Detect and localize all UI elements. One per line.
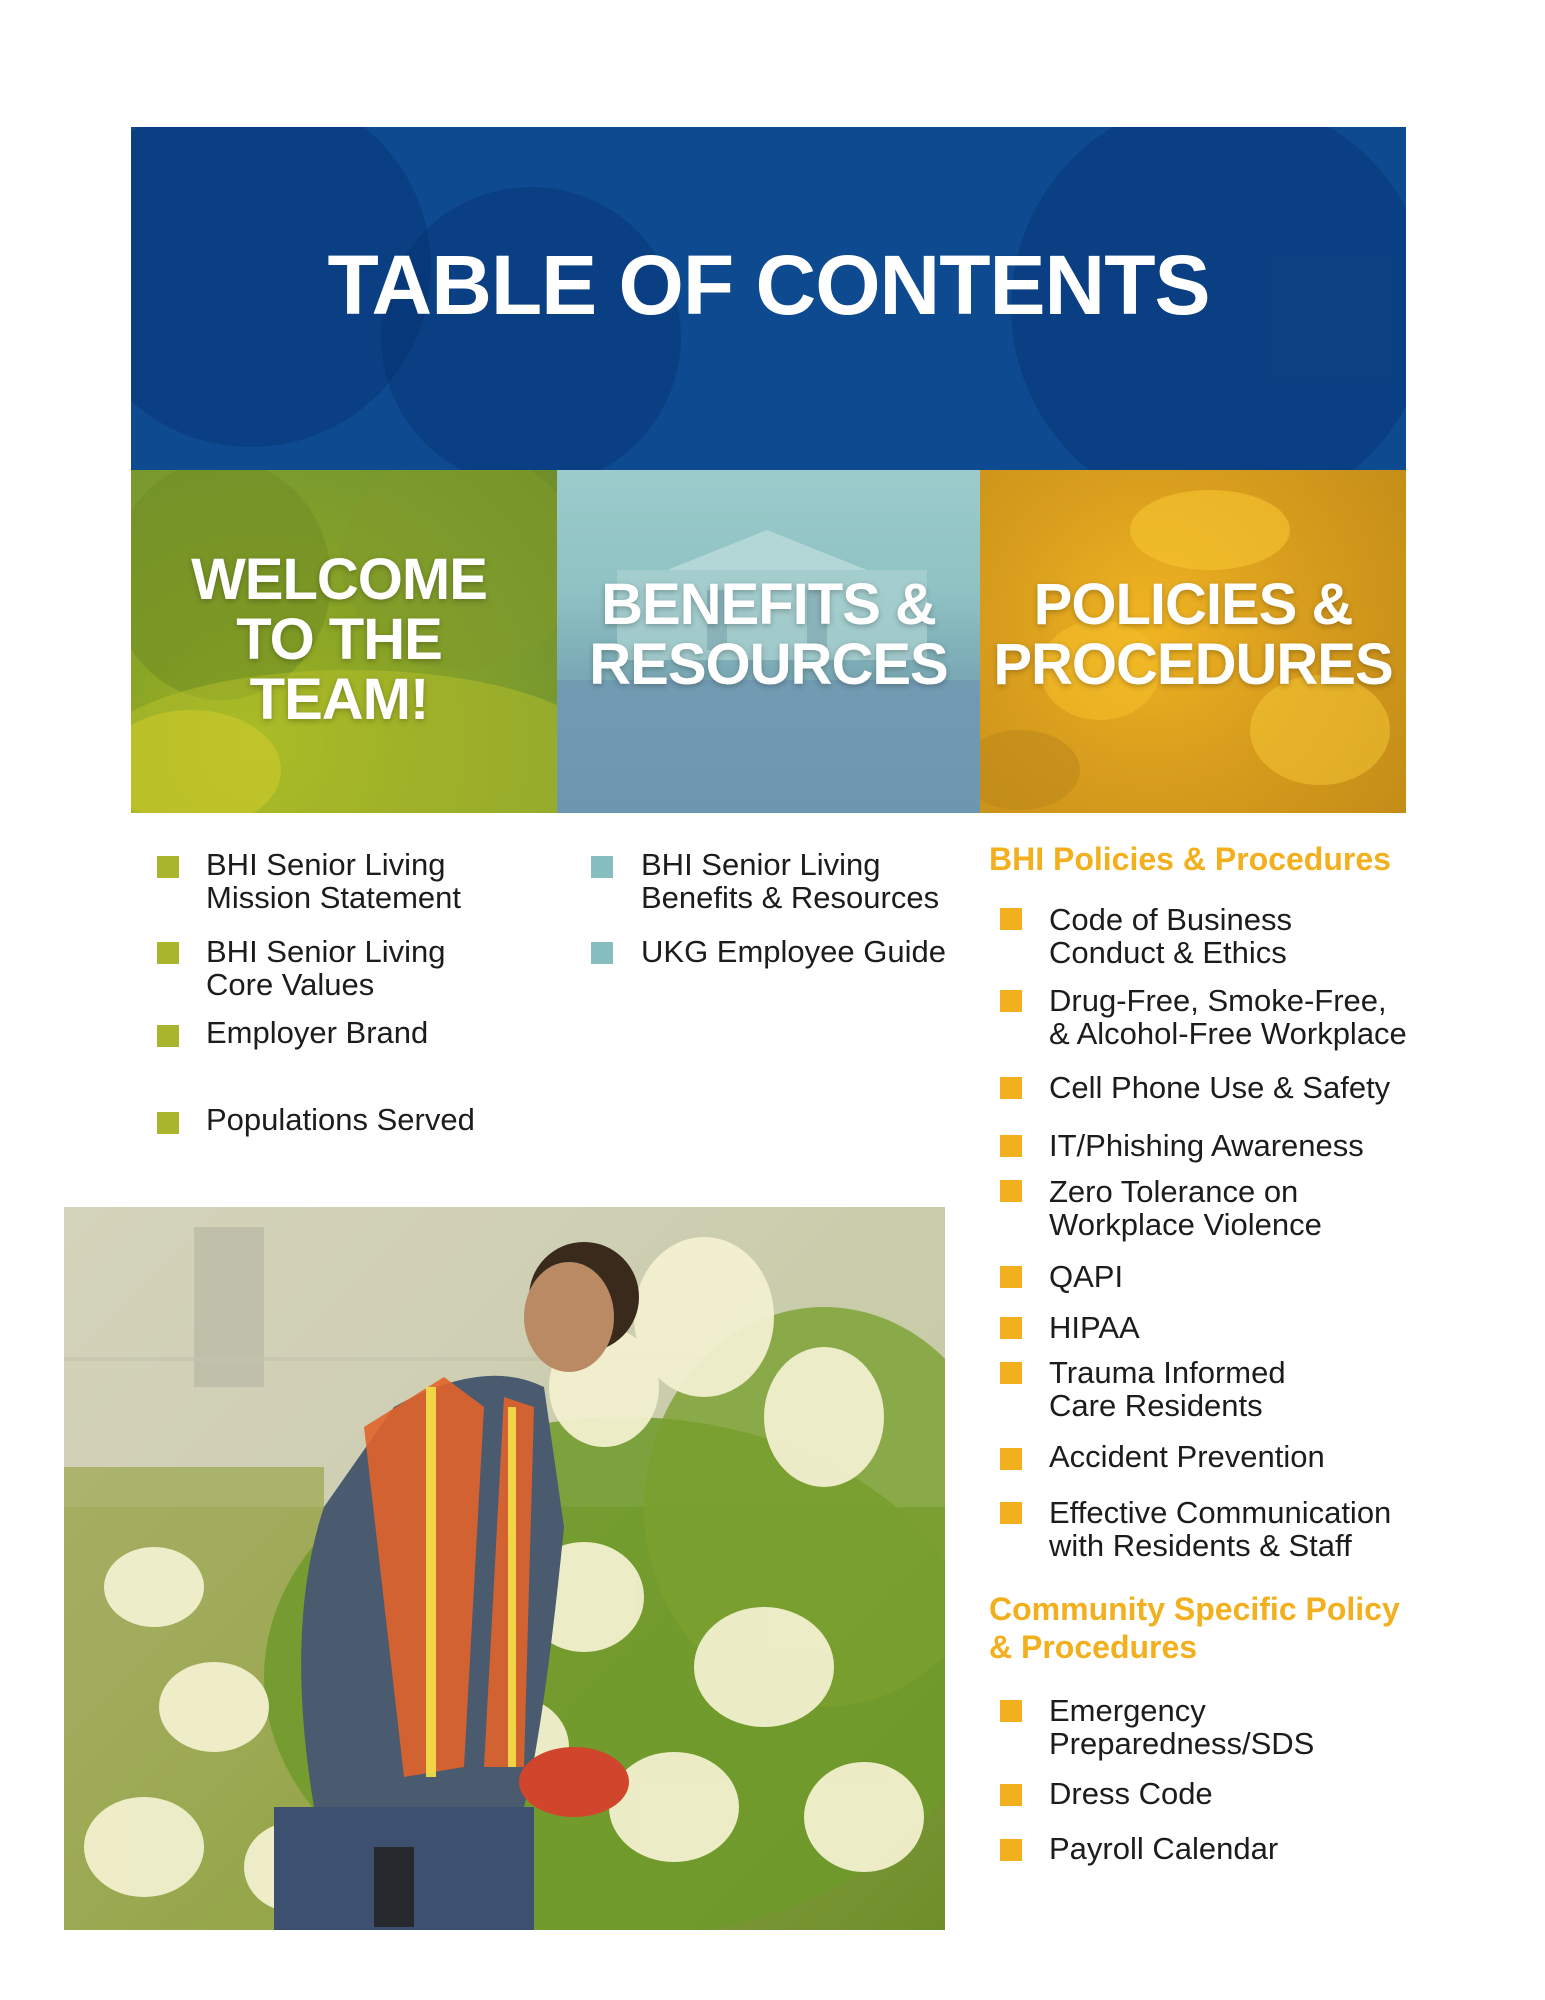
square-bullet-icon bbox=[1000, 1784, 1022, 1806]
list-item[interactable]: Drug-Free, Smoke-Free, & Alcohol-Free Workplace bbox=[1049, 983, 1407, 1051]
square-bullet-icon bbox=[1000, 1077, 1022, 1099]
tile-welcome-label: WELCOME TO THE TEAM! bbox=[191, 547, 487, 732]
policies-heading: BHI Policies & Procedures bbox=[989, 841, 1391, 877]
list-item[interactable]: Cell Phone Use & Safety bbox=[1049, 1070, 1391, 1105]
list-item[interactable]: QAPI bbox=[1049, 1259, 1124, 1294]
square-bullet-icon bbox=[1000, 1180, 1022, 1202]
tile-benefits-label: BENEFITS & RESOURCES bbox=[589, 572, 948, 697]
gardener-photo bbox=[64, 1207, 945, 1930]
square-bullet-icon bbox=[1000, 1362, 1022, 1384]
square-bullet-icon bbox=[157, 1025, 179, 1047]
square-bullet-icon bbox=[591, 856, 613, 878]
square-bullet-icon bbox=[1000, 1135, 1022, 1157]
square-bullet-icon bbox=[591, 942, 613, 964]
tile-policies-label: POLICIES & PROCEDURES bbox=[993, 572, 1393, 697]
list-item[interactable]: BHI Senior Living Core Values bbox=[206, 934, 446, 1002]
list-item[interactable]: Trauma Informed Care Residents bbox=[1049, 1355, 1286, 1423]
list-item[interactable]: Payroll Calendar bbox=[1049, 1831, 1279, 1866]
square-bullet-icon bbox=[1000, 1839, 1022, 1861]
square-bullet-icon bbox=[1000, 990, 1022, 1012]
square-bullet-icon bbox=[1000, 1448, 1022, 1470]
header-banner bbox=[131, 127, 1406, 470]
list-item[interactable]: Code of Business Conduct & Ethics bbox=[1049, 902, 1292, 970]
list-item[interactable]: Effective Communication with Residents & Staff bbox=[1049, 1495, 1392, 1563]
tile-policies bbox=[980, 470, 1406, 813]
list-item[interactable]: Emergency Preparedness/SDS bbox=[1049, 1693, 1315, 1761]
list-item[interactable]: Dress Code bbox=[1049, 1776, 1213, 1811]
list-item[interactable]: IT/Phishing Awareness bbox=[1049, 1128, 1364, 1163]
list-item[interactable]: BHI Senior Living Mission Statement bbox=[206, 847, 461, 915]
square-bullet-icon bbox=[1000, 1317, 1022, 1339]
tile-benefits bbox=[557, 470, 980, 813]
list-item[interactable]: HIPAA bbox=[1049, 1310, 1140, 1345]
square-bullet-icon bbox=[157, 942, 179, 964]
community-heading: Community Specific Policy & Procedures bbox=[989, 1591, 1400, 1665]
square-bullet-icon bbox=[1000, 1700, 1022, 1722]
page-title: TABLE OF CONTENTS bbox=[327, 238, 1210, 332]
square-bullet-icon bbox=[1000, 908, 1022, 930]
list-item[interactable]: UKG Employee Guide bbox=[641, 934, 946, 969]
list-item[interactable]: BHI Senior Living Benefits & Resources bbox=[641, 847, 940, 915]
square-bullet-icon bbox=[157, 1112, 179, 1134]
square-bullet-icon bbox=[157, 856, 179, 878]
square-bullet-icon bbox=[1000, 1266, 1022, 1288]
square-bullet-icon bbox=[1000, 1502, 1022, 1524]
tile-welcome bbox=[131, 470, 557, 813]
list-item[interactable]: Accident Prevention bbox=[1049, 1439, 1325, 1474]
list-item[interactable]: Populations Served bbox=[206, 1102, 475, 1137]
list-item[interactable]: Zero Tolerance on Workplace Violence bbox=[1049, 1174, 1322, 1242]
list-item[interactable]: Employer Brand bbox=[206, 1015, 429, 1050]
